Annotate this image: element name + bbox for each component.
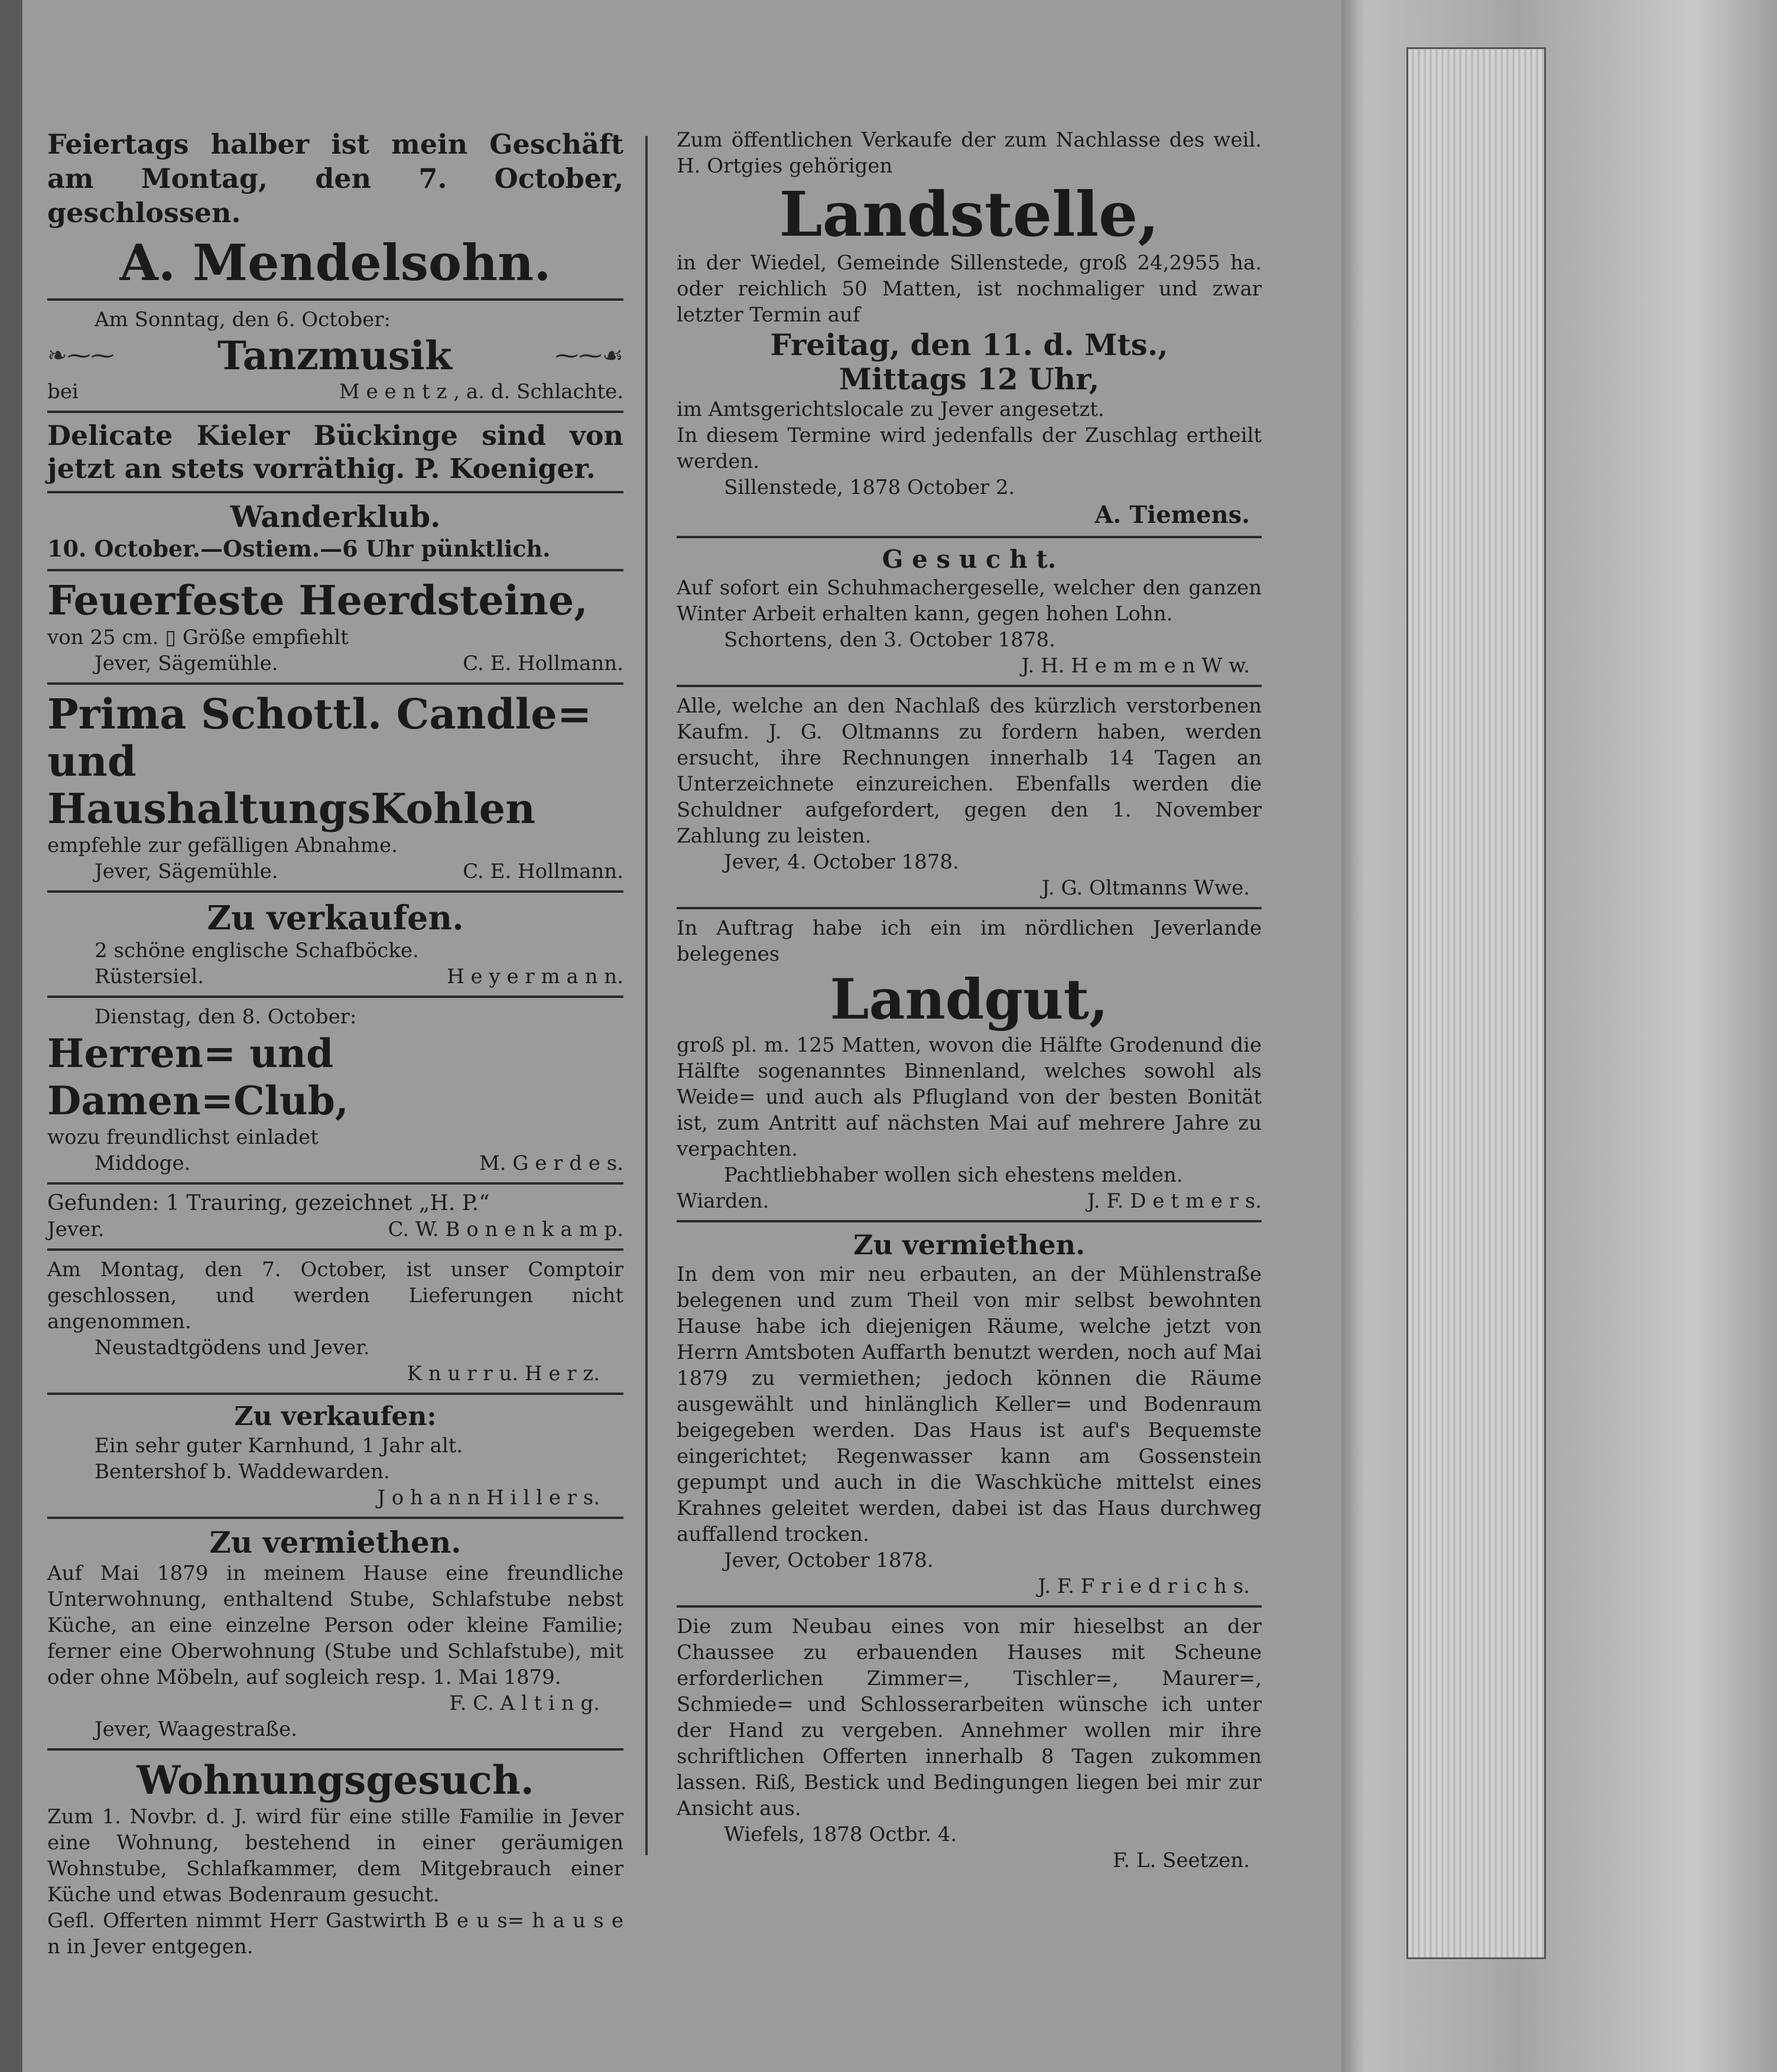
ad-title: Wohnungsgesuch. xyxy=(137,1757,534,1803)
ad-name: C. W. B o n e n k a m p. xyxy=(388,1218,623,1241)
ad-place: M e e n t z , a. d. Schlachte. xyxy=(339,380,623,404)
ad-title: G e s u c h t. xyxy=(882,545,1057,574)
ad-heerdsteine xyxy=(47,577,623,676)
divider xyxy=(47,411,623,413)
ornament-right-icon: ⁓⁓☙ xyxy=(555,342,623,369)
divider xyxy=(677,1605,1262,1608)
ad-place: Schortens, den 3. October 1878. xyxy=(724,628,1055,652)
ad-title: Tanzmusik xyxy=(217,333,452,379)
ad-name: A. Tiemens. xyxy=(1094,501,1250,529)
column-divider xyxy=(645,136,648,1855)
ad-place: Sillenstede, 1878 October 2. xyxy=(724,476,1015,499)
ad-name: C. E. Hollmann. xyxy=(463,860,623,883)
ad-place: Jever. xyxy=(47,1218,105,1241)
divider xyxy=(47,491,623,493)
divider xyxy=(677,1220,1262,1222)
right-column xyxy=(677,127,1262,1873)
ad-gefunden xyxy=(47,1190,623,1242)
ad-place: Rüstersiel. xyxy=(95,965,204,988)
ad-comptoir xyxy=(47,1257,623,1387)
ad-place: Jever, 4. October 1878. xyxy=(724,850,959,874)
divider xyxy=(47,298,623,301)
ad-place: Neustadtgödens und Jever. xyxy=(95,1336,370,1359)
ad-place: Wiefels, 1878 Octbr. 4. xyxy=(724,1823,957,1846)
divider xyxy=(47,1248,623,1251)
ad-vermiethen-2 xyxy=(677,1228,1262,1599)
ad-text: in der Wiedel, Gemeinde Sillenstede, groß 24,2955 ha. oder reichlich 50 Matten, ist nochmaliger und zwar letzter Termin auf xyxy=(677,251,1262,327)
ad-title: Herren= und Damen=Club, xyxy=(47,1030,349,1124)
ad-line: wozu freundlichst einladet xyxy=(47,1126,319,1149)
ad-title: Zu verkaufen: xyxy=(234,1401,437,1432)
ad-text: Feiertags halber ist mein Geschäft am Montag, den 7. October, geschlossen. xyxy=(47,128,623,229)
ad-nachlass xyxy=(677,693,1262,901)
ad-neubau xyxy=(677,1614,1262,1873)
ad-name: J. F. F r i e d r i c h s. xyxy=(1038,1575,1250,1598)
ad-title-2: und HaushaltungsKohlen xyxy=(47,737,536,833)
ad-text: Auf Mai 1879 in meinem Hause eine freundliche Unterwohnung, enthaltend Stube, Schlafstube nebst Küche, an eine einzelne Person oder kleine Familie; ferner eine Oberwohnung (Stube und Schlafstube), mit oder ohne Möbeln, auf sogleich resp. 1. Mai 1879. xyxy=(47,1562,623,1689)
ad-text-2: Pachtliebhaber wollen sich ehestens melden. xyxy=(724,1163,1183,1187)
divider xyxy=(47,996,623,998)
ad-name: J. F. D e t m e r s. xyxy=(1087,1189,1262,1213)
ad-name: C. E. Hollmann. xyxy=(463,652,623,675)
ad-name: J. H. H e m m e n W w. xyxy=(1021,654,1250,678)
divider xyxy=(677,685,1262,687)
divider xyxy=(47,569,623,571)
ad-line: Gefunden: 1 Trauring, gezeichnet „H. P.“ xyxy=(47,1191,490,1215)
ad-date-2: Mittags 12 Uhr, xyxy=(839,362,1100,396)
ad-name: F. C. A l t i n g. xyxy=(449,1692,600,1715)
divider xyxy=(47,890,623,893)
ad-wanderklub xyxy=(47,499,623,563)
divider xyxy=(47,682,623,685)
ad-text: Delicate Kieler Bückinge sind von jetzt an stets vorräthig. P. Koeniger. xyxy=(47,419,623,484)
ad-text: Zum 1. Novbr. d. J. wird für eine stille Familie in Jever eine Wohnung, bestehend in einer geräumigen Wohnstube, Schlafkammer, dem Mitgebrauch einer Küche und etwas Bodenraum gesucht. xyxy=(47,1805,623,1907)
ad-line: 2 schöne englische Schafböcke. xyxy=(95,939,419,962)
ad-line: empfehle zur gefälligen Abnahme. xyxy=(47,834,398,857)
ad-title: Wanderklub. xyxy=(230,499,441,534)
ad-text-2: Gefl. Offerten nimmt Herr Gastwirth B e u s= h a u s e n in Jever entgegen. xyxy=(47,1909,623,1959)
divider xyxy=(47,1748,623,1751)
ad-line: Ein sehr guter Karnhund, 1 Jahr alt. xyxy=(95,1434,463,1458)
ad-text: In dem von mir neu erbauten, an der Mühlenstraße belegenen und zum Theil von mir selbst bewohnten Hause habe ich diejenigen Räume, welche jetzt von Herrn Amtsboten Auffarth benutzt werden, noch auf Mai 1879 zu vermiethen; jedoch können die Räume ausgewählt und hinlänglich Keller= und Bodenraum beigegeben werden. Das Haus ist auf's Bequemste eingerichtet; Regenwasser kann am Gossenstein gepumpt und auch in die Waschküche mittelst eines Krahnes geleitet werden, dabei ist das Haus durchweg auffallend trocken. xyxy=(677,1263,1262,1546)
ad-text-3: In diesem Termine wird jedenfalls der Zuschlag ertheilt werden. xyxy=(677,424,1262,473)
divider xyxy=(47,1517,623,1519)
ad-name: J. G. Oltmanns Wwe. xyxy=(1041,876,1250,900)
ad-text: Am Montag, den 7. October, ist unser Comptoir geschlossen, und werden Lieferungen nicht angenommen. xyxy=(47,1258,623,1333)
ad-place: Middoge. xyxy=(95,1152,191,1175)
ad-text: groß pl. m. 125 Matten, wovon die Hälfte Grodenund die Hälfte sogenanntes Binnenland, welches sowohl als Weide= und auch als Pflugland von der besten Bonität ist, zum Antritt auf nächsten Mai auf mehrere Jahre zu verpachten. xyxy=(677,1033,1262,1161)
ad-place: Jever, October 1878. xyxy=(724,1549,934,1572)
ad-text: Alle, welche an den Nachlaß des kürzlich verstorbenen Kaufm. J. G. Oltmanns zu fordern haben, werden ersucht, ihre Rechnungen innerhalb 14 Tagen an Unterzeichnete einzureichen. Ebenfalls werden die Schuldner aufgefordert, gegen den 1. November Zahlung zu leisten. xyxy=(677,694,1262,848)
ad-name: J o h a n n H i l l e r s. xyxy=(377,1486,600,1510)
ad-title: Feuerfeste Heerdsteine, xyxy=(47,577,588,624)
ad-intro: In Auftrag habe ich ein im nördlichen Jeverlande belegenes xyxy=(677,916,1262,966)
ad-vermiethen-1 xyxy=(47,1525,623,1742)
ad-landstelle xyxy=(677,127,1262,530)
ad-gesucht xyxy=(677,544,1262,679)
ad-club xyxy=(47,1004,623,1176)
ad-title: Zu vermiethen. xyxy=(209,1525,462,1560)
stacked-pages xyxy=(1406,47,1546,1959)
ad-place: Jever, Waagestraße. xyxy=(95,1718,297,1741)
ad-date: Dienstag, den 8. October: xyxy=(95,1005,357,1029)
ad-line: 10. October.—Ostiem.—6 Uhr pünktlich. xyxy=(47,535,551,562)
ad-text: Auf sofort ein Schuhmachergeselle, welcher den ganzen Winter Arbeit erhalten kann, gegen hohen Lohn. xyxy=(677,576,1262,626)
ad-title: Zu vermiethen. xyxy=(853,1229,1086,1261)
binding-strip xyxy=(0,0,22,2072)
ad-text-2: im Amtsgerichtslocale zu Jever angesetzt. xyxy=(677,398,1104,421)
ad-place: Jever, Sägemühle. xyxy=(95,652,278,675)
ad-place: Jever, Sägemühle. xyxy=(95,860,278,883)
ad-date: Am Sonntag, den 6. October: xyxy=(95,308,391,331)
ad-title-1: Prima Schottl. Candle= xyxy=(47,689,592,739)
ad-tanzmusik xyxy=(47,307,623,405)
ad-name: A. Mendelsohn. xyxy=(119,233,551,292)
ad-title: Landgut, xyxy=(830,967,1109,1032)
divider xyxy=(47,1182,623,1185)
left-column xyxy=(47,127,623,1960)
divider xyxy=(677,536,1262,538)
ad-text: Die zum Neubau eines von mir hieselbst an der Chaussee zu erbauenden Hauses mit Scheune erforderlichen Zimmer=, Tischler=, Maurer=, Schmiede= und Schlosserarbeiten wünsche ich unter der Hand zu vergeben. Annehmer wollen mir ihre schriftlichen Offerten innerhalb 8 Tagen zukommen lassen. Riß, Bestick und Bedingungen liegen bei mir zur Ansicht aus. xyxy=(677,1615,1262,1820)
ad-mendelssohn xyxy=(47,127,623,292)
ad-landgut xyxy=(677,915,1262,1214)
ornament-left-icon: ❧⁓⁓ xyxy=(47,342,115,369)
ad-name: F. L. Seetzen. xyxy=(1112,1849,1250,1872)
ad-name: K n u r r u. H e r z. xyxy=(407,1362,600,1385)
ad-verkaufen-1 xyxy=(47,899,623,990)
ad-title: Landstelle, xyxy=(779,178,1159,251)
ad-place: Bentershof b. Waddewarden. xyxy=(95,1460,390,1484)
ad-line: von 25 cm. ▯ Größe empfiehlt xyxy=(47,626,349,649)
ad-title: Zu verkaufen. xyxy=(207,899,464,938)
ad-buecking xyxy=(47,419,623,485)
ad-place: Wiarden. xyxy=(677,1189,769,1213)
ad-date-1: Freitag, den 11. d. Mts., xyxy=(770,327,1168,362)
ad-name: M. G e r d e s. xyxy=(479,1152,623,1175)
ad-wohnungsgesuch xyxy=(47,1757,623,1960)
ad-intro: Zum öffentlichen Verkaufe der zum Nachlasse des weil. H. Ortgies gehörigen xyxy=(677,128,1262,178)
divider xyxy=(677,907,1262,909)
divider xyxy=(47,1393,623,1395)
ad-bei: bei xyxy=(47,380,79,404)
ad-verkaufen-2 xyxy=(47,1401,623,1511)
ad-kohlen xyxy=(47,691,623,884)
ad-name: H e y e r m a n n. xyxy=(447,965,623,988)
